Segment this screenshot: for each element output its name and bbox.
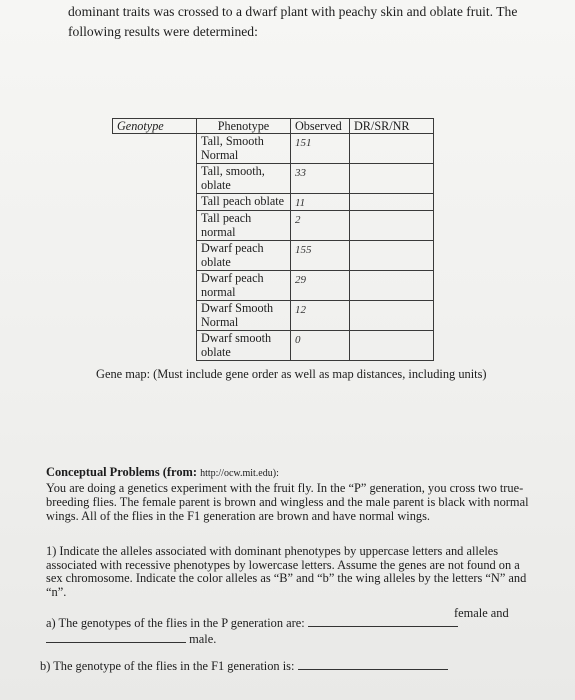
drsrnr-cell[interactable] <box>350 194 434 211</box>
question-a-text: a) The genotypes of the flies in the P generation are: <box>46 616 305 630</box>
drsrnr-cell[interactable] <box>350 164 434 194</box>
conceptual-source: http://ocw.mit.edu): <box>200 468 279 479</box>
phenotype-cell: Tall peach normal <box>197 211 291 241</box>
conceptual-problems <box>46 465 536 523</box>
genotype-cell <box>113 331 197 361</box>
drsrnr-cell[interactable] <box>350 301 434 331</box>
drsrnr-cell[interactable] <box>350 211 434 241</box>
phenotype-cell: Dwarf Smooth Normal <box>197 301 291 331</box>
conceptual-title: Conceptual Problems (from: <box>46 465 201 479</box>
header-phenotype: Phenotype <box>197 119 291 134</box>
intro-text <box>68 2 538 42</box>
genotype-cell <box>113 134 197 164</box>
conceptual-text: You are doing a genetics experiment with the fruit fly. In the “P” generation, you cross two true-breeding flies. The female parent is brown and wingless and the male parent is black with normal wings. All of the flies in the F1 generation are brown and have normal wings. <box>46 481 529 523</box>
table-row <box>113 164 434 194</box>
observed-cell <box>291 164 350 194</box>
drsrnr-cell[interactable] <box>350 134 434 164</box>
table-header-row <box>113 119 434 134</box>
observed-cell <box>291 194 350 211</box>
genotype-cell <box>113 271 197 301</box>
observed-cell <box>291 211 350 241</box>
question-b <box>40 657 448 674</box>
genotype-cell <box>113 164 197 194</box>
question-a-male-line <box>46 630 216 647</box>
phenotype-cell: Tall peach oblate <box>197 194 291 211</box>
answer-blank-female[interactable] <box>308 614 458 627</box>
male-label: male. <box>189 632 217 646</box>
answer-blank-f1[interactable] <box>298 657 448 670</box>
phenotype-cell: Tall, Smooth Normal <box>197 134 291 164</box>
table-row <box>113 271 434 301</box>
header-drsrnr: DR/SR/NR <box>350 119 434 134</box>
drsrnr-cell[interactable] <box>350 331 434 361</box>
observed-cell <box>291 241 350 271</box>
observed-value: 33 <box>295 167 306 179</box>
female-label: female and <box>454 606 509 620</box>
results-table <box>112 118 434 361</box>
question-a <box>46 614 458 631</box>
table-row <box>113 241 434 271</box>
intro-line-2: following results were determined: <box>68 24 258 39</box>
phenotype-cell: Tall, smooth, oblate <box>197 164 291 194</box>
observed-value: 2 <box>295 214 301 226</box>
observed-cell <box>291 271 350 301</box>
observed-value: 29 <box>295 274 306 286</box>
table-row <box>113 211 434 241</box>
table-row <box>113 331 434 361</box>
drsrnr-cell[interactable] <box>350 271 434 301</box>
genotype-cell <box>113 211 197 241</box>
answer-blank-male[interactable] <box>46 630 186 643</box>
observed-cell <box>291 331 350 361</box>
header-observed: Observed <box>291 119 350 134</box>
gene-map-prompt: Gene map: (Must include gene order as well as map distances, including units) <box>96 367 487 381</box>
table-row <box>113 301 434 331</box>
drsrnr-cell[interactable] <box>350 241 434 271</box>
observed-value: 0 <box>295 334 301 346</box>
genotype-cell <box>113 241 197 271</box>
header-genotype: Genotype <box>113 119 197 134</box>
observed-value: 11 <box>295 197 306 209</box>
question-b-text: b) The genotype of the flies in the F1 generation is: <box>40 659 295 673</box>
intro-line-1: dominant traits was crossed to a dwarf plant with peachy skin and oblate fruit. The <box>68 4 518 19</box>
observed-cell <box>291 134 350 164</box>
table-row <box>113 194 434 211</box>
observed-value: 12 <box>295 304 306 316</box>
question-1: 1) Indicate the alleles associated with dominant phenotypes by uppercase letters and alleles associated with recessive phenotypes by lowercase letters. Assume the genes are not found on a sex chromosome. Indicate the color alleles as “B” and “b” the wing alleles by the letters “N” and “n”. <box>46 544 527 599</box>
phenotype-cell: Dwarf peach oblate <box>197 241 291 271</box>
observed-cell <box>291 301 350 331</box>
observed-value: 155 <box>295 244 312 256</box>
table-row <box>113 134 434 164</box>
genotype-cell <box>113 301 197 331</box>
genotype-cell <box>113 194 197 211</box>
phenotype-cell: Dwarf peach normal <box>197 271 291 301</box>
phenotype-cell: Dwarf smooth oblate <box>197 331 291 361</box>
observed-value: 151 <box>295 137 312 149</box>
